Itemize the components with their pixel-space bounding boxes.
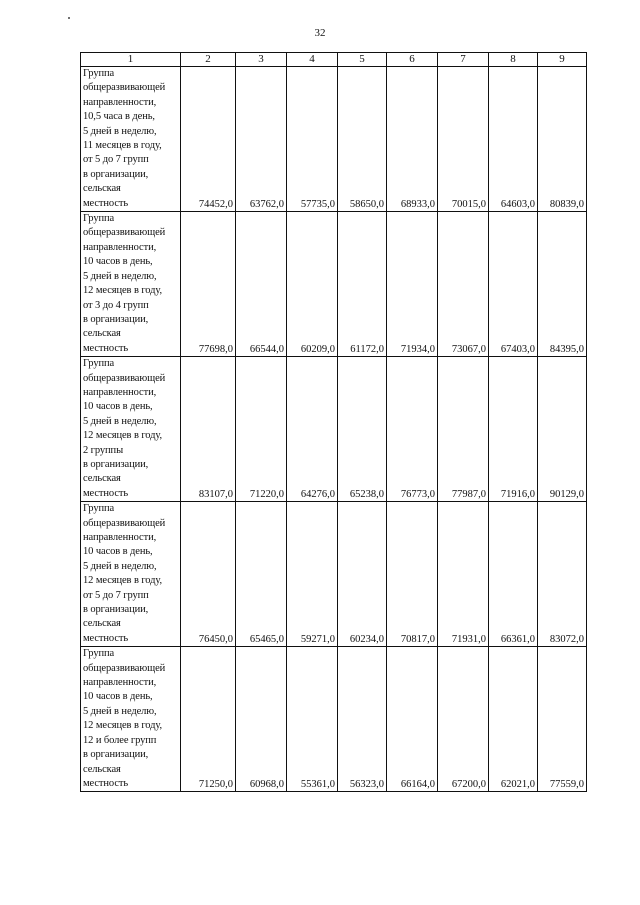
column-header: 7: [438, 53, 489, 67]
label-line: Группа: [83, 68, 115, 79]
value-cell: 70817,0: [387, 502, 438, 647]
label-line: 10 часов в день,: [83, 691, 153, 703]
label-line: 10 часов в день,: [83, 546, 153, 558]
label-line: 11 месяцев в году,: [83, 140, 162, 152]
value-cell: 60209,0: [287, 212, 338, 357]
label-line: сельская: [83, 183, 121, 195]
value-cell: 90129,0: [538, 357, 587, 502]
label-line: местность: [83, 197, 129, 209]
label-line: местность: [83, 487, 129, 499]
label-line: в организации,: [83, 313, 149, 325]
value-cell: 65238,0: [338, 357, 387, 502]
table-row: [81, 67, 587, 212]
label-line: общеразвивающей: [83, 517, 166, 529]
label-line: 12 и более групп: [83, 734, 157, 746]
label-line: в организации,: [83, 749, 149, 761]
value-cell: 71250,0: [181, 647, 236, 792]
column-header: 2: [181, 53, 236, 67]
label-line: общеразвивающей: [83, 372, 166, 384]
label-line: направленности,: [83, 386, 157, 398]
label-line: в организации,: [83, 458, 149, 470]
tariff-table: [80, 52, 587, 792]
label-line: в организации,: [83, 168, 149, 180]
label-line: Группа: [83, 503, 115, 515]
value-cell: 71934,0: [387, 212, 438, 357]
column-header: 3: [236, 53, 287, 67]
label-line: 5 дней в неделю,: [83, 560, 157, 572]
column-header: 5: [338, 53, 387, 67]
value-cell: 70015,0: [438, 67, 489, 212]
label-line: Группа: [83, 648, 115, 660]
value-cell: 77559,0: [538, 647, 587, 792]
label-line: сельская: [83, 473, 121, 485]
value-cell: 64276,0: [287, 357, 338, 502]
group-description: [81, 67, 181, 212]
value-cell: 68933,0: [387, 67, 438, 212]
column-header: 6: [387, 53, 438, 67]
group-description: [81, 212, 181, 357]
label-line: Группа: [83, 358, 115, 370]
value-cell: 65465,0: [236, 502, 287, 647]
value-cell: 83072,0: [538, 502, 587, 647]
value-cell: 63762,0: [236, 67, 287, 212]
value-cell: 76773,0: [387, 357, 438, 502]
value-cell: 56323,0: [338, 647, 387, 792]
value-cell: 71916,0: [489, 357, 538, 502]
value-cell: 59271,0: [287, 502, 338, 647]
value-cell: 71220,0: [236, 357, 287, 502]
label-line: сельская: [83, 763, 121, 775]
label-line: 10,5 часа в день,: [83, 111, 155, 123]
label-line: направленности,: [83, 241, 157, 253]
value-cell: 58650,0: [338, 67, 387, 212]
value-cell: 61172,0: [338, 212, 387, 357]
table-row: [81, 212, 587, 357]
label-line: направленности,: [83, 96, 157, 108]
value-cell: 80839,0: [538, 67, 587, 212]
label-line: направленности,: [83, 532, 157, 543]
value-cell: 66361,0: [489, 502, 538, 647]
value-cell: 77698,0: [181, 212, 236, 357]
value-cell: 76450,0: [181, 502, 236, 647]
label-line: 5 дней в неделю,: [83, 705, 157, 717]
table-row: [81, 502, 587, 647]
label-line: 12 месяцев в году,: [83, 575, 162, 587]
label-line: общеразвивающей: [83, 227, 166, 239]
page-number: 32: [314, 27, 326, 39]
value-cell: 55361,0: [287, 647, 338, 792]
value-cell: 71931,0: [438, 502, 489, 647]
label-line: 12 месяцев в году,: [83, 285, 162, 297]
label-line: 12 месяцев в году,: [83, 720, 162, 732]
column-header: 1: [81, 53, 181, 67]
label-line: 5 дней в неделю,: [83, 270, 157, 282]
label-line: 10 часов в день,: [83, 401, 153, 413]
label-line: сельская: [83, 328, 121, 340]
value-cell: 66544,0: [236, 212, 287, 357]
label-line: направленности,: [83, 677, 157, 689]
value-cell: 74452,0: [181, 67, 236, 212]
label-line: от 5 до 7 групп: [83, 589, 149, 601]
label-line: местность: [83, 777, 129, 789]
scan-speck: [68, 17, 70, 19]
value-cell: 57735,0: [287, 67, 338, 212]
label-line: общеразвивающей: [83, 82, 166, 94]
value-cell: 77987,0: [438, 357, 489, 502]
value-cell: 67403,0: [489, 212, 538, 357]
label-line: 10 часов в день,: [83, 256, 153, 268]
value-cell: 73067,0: [438, 212, 489, 357]
value-cell: 60968,0: [236, 647, 287, 792]
group-description: [81, 647, 181, 792]
value-cell: 64603,0: [489, 67, 538, 212]
label-line: 2 группы: [83, 444, 124, 456]
column-header: 4: [287, 53, 338, 67]
value-cell: 67200,0: [438, 647, 489, 792]
value-cell: 62021,0: [489, 647, 538, 792]
label-line: от 5 до 7 групп: [83, 154, 149, 166]
label-line: 5 дней в неделю,: [83, 125, 157, 137]
column-header: 8: [489, 53, 538, 67]
label-line: 5 дней в неделю,: [83, 415, 157, 427]
label-line: местность: [83, 342, 129, 354]
label-line: местность: [83, 632, 129, 644]
column-header: 9: [538, 53, 587, 67]
label-line: общеразвивающей: [83, 662, 166, 674]
value-cell: 84395,0: [538, 212, 587, 357]
table-row: [81, 647, 587, 792]
label-line: Группа: [83, 213, 115, 225]
value-cell: 66164,0: [387, 647, 438, 792]
value-cell: 60234,0: [338, 502, 387, 647]
value-cell: 83107,0: [181, 357, 236, 502]
header-row: [81, 53, 587, 67]
label-line: от 3 до 4 групп: [83, 299, 149, 311]
label-line: сельская: [83, 618, 121, 630]
group-description: [81, 502, 181, 647]
group-description: [81, 357, 181, 502]
label-line: в организации,: [83, 604, 149, 616]
table-row: [81, 357, 587, 502]
label-line: 12 месяцев в году,: [83, 430, 162, 442]
